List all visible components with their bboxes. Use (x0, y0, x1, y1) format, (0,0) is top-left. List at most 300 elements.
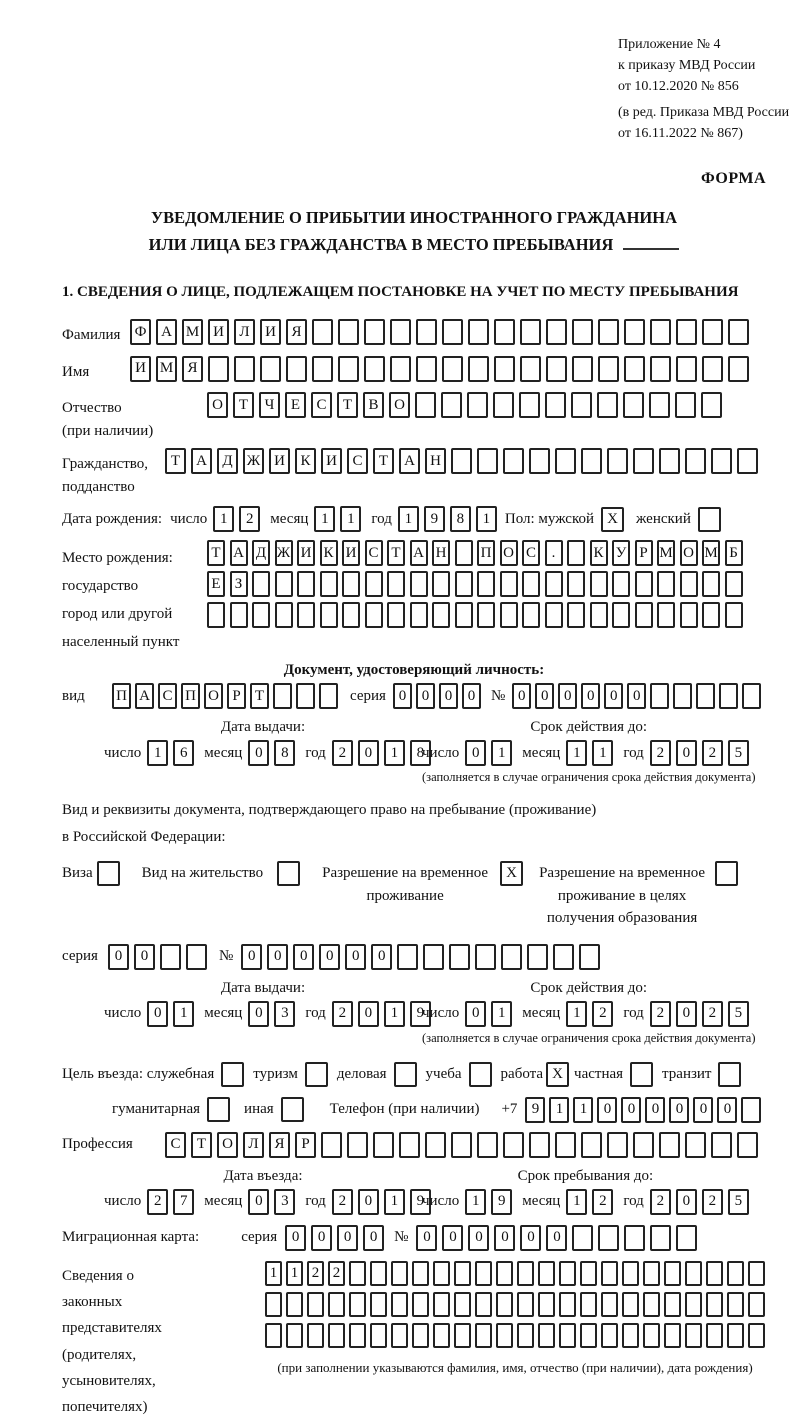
char-cell[interactable]: 0 (442, 1225, 463, 1251)
char-cell[interactable] (265, 1323, 282, 1348)
char-cell[interactable]: 1 (314, 506, 335, 532)
char-cell[interactable] (517, 1323, 534, 1348)
char-cell[interactable]: 0 (465, 740, 486, 766)
char-cell[interactable]: 2 (592, 1001, 613, 1027)
char-cell[interactable] (387, 602, 405, 628)
char-cell[interactable] (597, 392, 618, 418)
temp-residence-edu-checkbox[interactable] (715, 861, 738, 886)
char-cell[interactable] (522, 571, 540, 597)
char-cell[interactable] (612, 571, 630, 597)
char-cell[interactable] (581, 448, 602, 474)
char-cell[interactable]: Л (234, 319, 255, 345)
char-cell[interactable]: 0 (358, 1001, 379, 1027)
char-cell[interactable] (410, 571, 428, 597)
char-cell[interactable] (520, 356, 541, 382)
residence-permit-checkbox[interactable] (277, 861, 300, 886)
char-cell[interactable] (260, 356, 281, 382)
char-cell[interactable] (286, 1292, 303, 1317)
char-cell[interactable] (748, 1323, 765, 1348)
char-cell[interactable] (702, 571, 720, 597)
char-cell[interactable]: 0 (676, 1189, 697, 1215)
char-cell[interactable]: 0 (645, 1097, 665, 1123)
char-cell[interactable] (659, 1132, 680, 1158)
char-cell[interactable] (347, 1132, 368, 1158)
char-cell[interactable]: П (477, 540, 495, 566)
char-cell[interactable] (467, 392, 488, 418)
char-cell[interactable] (319, 683, 338, 709)
char-cell[interactable]: 0 (248, 740, 269, 766)
purpose-study-checkbox[interactable] (469, 1062, 492, 1087)
char-cell[interactable] (397, 944, 418, 970)
char-cell[interactable] (391, 1323, 408, 1348)
char-cell[interactable] (737, 1132, 758, 1158)
char-cell[interactable] (650, 356, 671, 382)
char-cell[interactable]: В (363, 392, 384, 418)
char-cell[interactable] (468, 319, 489, 345)
char-cell[interactable] (650, 683, 669, 709)
char-cell[interactable]: 2 (328, 1261, 345, 1286)
char-cell[interactable] (387, 571, 405, 597)
char-cell[interactable]: 9 (424, 506, 445, 532)
char-cell[interactable] (494, 319, 515, 345)
char-cell[interactable] (657, 571, 675, 597)
char-cell[interactable] (659, 448, 680, 474)
char-cell[interactable] (454, 1323, 471, 1348)
char-cell[interactable] (673, 683, 692, 709)
char-cell[interactable] (559, 1261, 576, 1286)
char-cell[interactable] (657, 602, 675, 628)
char-cell[interactable] (328, 1323, 345, 1348)
char-cell[interactable] (496, 1261, 513, 1286)
char-cell[interactable] (454, 1261, 471, 1286)
char-cell[interactable]: 0 (604, 683, 623, 709)
char-cell[interactable]: 3 (274, 1001, 295, 1027)
char-cell[interactable]: 0 (597, 1097, 617, 1123)
char-cell[interactable]: 2 (702, 740, 723, 766)
char-cell[interactable]: 1 (384, 1001, 405, 1027)
char-cell[interactable] (633, 1132, 654, 1158)
char-cell[interactable]: 8 (274, 740, 295, 766)
char-cell[interactable] (349, 1261, 366, 1286)
char-cell[interactable] (696, 683, 715, 709)
char-cell[interactable]: С (165, 1132, 186, 1158)
char-cell[interactable] (748, 1292, 765, 1317)
char-cell[interactable]: 0 (520, 1225, 541, 1251)
purpose-work-checkbox[interactable]: X (546, 1062, 569, 1087)
char-cell[interactable] (370, 1292, 387, 1317)
purpose-official-checkbox[interactable] (221, 1062, 244, 1087)
char-cell[interactable]: 2 (332, 1001, 353, 1027)
char-cell[interactable] (580, 1323, 597, 1348)
char-cell[interactable] (412, 1261, 429, 1286)
char-cell[interactable]: Р (227, 683, 246, 709)
char-cell[interactable]: 2 (239, 506, 260, 532)
char-cell[interactable] (685, 1261, 702, 1286)
char-cell[interactable] (517, 1261, 534, 1286)
char-cell[interactable] (432, 571, 450, 597)
char-cell[interactable] (538, 1292, 555, 1317)
char-cell[interactable]: 1 (566, 1001, 587, 1027)
char-cell[interactable]: 0 (546, 1225, 567, 1251)
char-cell[interactable] (390, 356, 411, 382)
temp-residence-checkbox[interactable]: X (500, 861, 523, 886)
char-cell[interactable]: 0 (358, 740, 379, 766)
char-cell[interactable] (664, 1292, 681, 1317)
char-cell[interactable] (391, 1292, 408, 1317)
char-cell[interactable]: Ж (243, 448, 264, 474)
char-cell[interactable] (423, 944, 444, 970)
char-cell[interactable] (500, 602, 518, 628)
char-cell[interactable] (728, 319, 749, 345)
char-cell[interactable]: 0 (311, 1225, 332, 1251)
char-cell[interactable] (442, 319, 463, 345)
char-cell[interactable] (364, 319, 385, 345)
char-cell[interactable]: 9 (491, 1189, 512, 1215)
char-cell[interactable] (475, 944, 496, 970)
char-cell[interactable]: 1 (286, 1261, 303, 1286)
char-cell[interactable]: О (389, 392, 410, 418)
char-cell[interactable] (685, 448, 706, 474)
char-cell[interactable] (365, 602, 383, 628)
char-cell[interactable] (320, 602, 338, 628)
char-cell[interactable] (580, 1261, 597, 1286)
char-cell[interactable] (643, 1261, 660, 1286)
char-cell[interactable] (503, 1132, 524, 1158)
char-cell[interactable]: 2 (650, 740, 671, 766)
char-cell[interactable]: О (680, 540, 698, 566)
char-cell[interactable] (711, 448, 732, 474)
char-cell[interactable] (601, 1261, 618, 1286)
char-cell[interactable]: У (612, 540, 630, 566)
char-cell[interactable]: Р (635, 540, 653, 566)
char-cell[interactable] (680, 602, 698, 628)
char-cell[interactable]: Д (217, 448, 238, 474)
char-cell[interactable]: 0 (108, 944, 129, 970)
char-cell[interactable] (643, 1323, 660, 1348)
char-cell[interactable]: 2 (147, 1189, 168, 1215)
char-cell[interactable] (559, 1323, 576, 1348)
char-cell[interactable]: 1 (147, 740, 168, 766)
char-cell[interactable] (477, 1132, 498, 1158)
char-cell[interactable]: Ф (130, 319, 151, 345)
char-cell[interactable] (399, 1132, 420, 1158)
char-cell[interactable] (307, 1323, 324, 1348)
char-cell[interactable] (442, 356, 463, 382)
char-cell[interactable] (622, 1323, 639, 1348)
char-cell[interactable] (598, 1225, 619, 1251)
char-cell[interactable] (275, 571, 293, 597)
char-cell[interactable] (519, 392, 540, 418)
char-cell[interactable]: 0 (345, 944, 366, 970)
char-cell[interactable] (598, 356, 619, 382)
char-cell[interactable]: Я (182, 356, 203, 382)
char-cell[interactable]: О (204, 683, 223, 709)
char-cell[interactable]: Т (250, 683, 269, 709)
char-cell[interactable]: С (158, 683, 177, 709)
char-cell[interactable]: Т (337, 392, 358, 418)
char-cell[interactable] (338, 356, 359, 382)
char-cell[interactable]: 2 (702, 1189, 723, 1215)
char-cell[interactable] (455, 602, 473, 628)
char-cell[interactable] (342, 571, 360, 597)
char-cell[interactable]: 0 (676, 740, 697, 766)
char-cell[interactable]: 2 (332, 740, 353, 766)
char-cell[interactable]: 0 (717, 1097, 737, 1123)
char-cell[interactable]: 1 (340, 506, 361, 532)
char-cell[interactable]: И (297, 540, 315, 566)
char-cell[interactable] (160, 944, 181, 970)
char-cell[interactable]: И (321, 448, 342, 474)
char-cell[interactable] (727, 1292, 744, 1317)
char-cell[interactable] (286, 1323, 303, 1348)
char-cell[interactable] (410, 602, 428, 628)
char-cell[interactable]: 0 (676, 1001, 697, 1027)
char-cell[interactable] (572, 319, 593, 345)
char-cell[interactable]: 0 (468, 1225, 489, 1251)
char-cell[interactable] (364, 356, 385, 382)
char-cell[interactable] (685, 1132, 706, 1158)
char-cell[interactable] (706, 1323, 723, 1348)
char-cell[interactable] (685, 1323, 702, 1348)
char-cell[interactable] (433, 1292, 450, 1317)
purpose-private-checkbox[interactable] (630, 1062, 653, 1087)
char-cell[interactable] (555, 448, 576, 474)
char-cell[interactable] (702, 602, 720, 628)
char-cell[interactable]: 2 (592, 1189, 613, 1215)
char-cell[interactable] (529, 448, 550, 474)
char-cell[interactable]: И (260, 319, 281, 345)
char-cell[interactable]: 1 (173, 1001, 194, 1027)
char-cell[interactable] (477, 602, 495, 628)
char-cell[interactable] (412, 1292, 429, 1317)
char-cell[interactable] (503, 448, 524, 474)
char-cell[interactable]: 9 (410, 1001, 431, 1027)
char-cell[interactable] (441, 392, 462, 418)
char-cell[interactable] (391, 1261, 408, 1286)
char-cell[interactable] (501, 944, 522, 970)
char-cell[interactable] (328, 1292, 345, 1317)
char-cell[interactable] (601, 1323, 618, 1348)
char-cell[interactable] (555, 1132, 576, 1158)
char-cell[interactable] (349, 1323, 366, 1348)
char-cell[interactable] (454, 1292, 471, 1317)
char-cell[interactable] (342, 602, 360, 628)
char-cell[interactable]: Т (165, 448, 186, 474)
char-cell[interactable] (494, 356, 515, 382)
char-cell[interactable]: Т (233, 392, 254, 418)
char-cell[interactable] (624, 319, 645, 345)
char-cell[interactable]: 1 (573, 1097, 593, 1123)
char-cell[interactable] (545, 571, 563, 597)
char-cell[interactable]: 0 (358, 1189, 379, 1215)
char-cell[interactable] (338, 319, 359, 345)
char-cell[interactable]: С (365, 540, 383, 566)
char-cell[interactable]: 2 (307, 1261, 324, 1286)
char-cell[interactable]: Н (425, 448, 446, 474)
char-cell[interactable] (297, 571, 315, 597)
char-cell[interactable] (433, 1323, 450, 1348)
char-cell[interactable]: П (181, 683, 200, 709)
char-cell[interactable] (650, 319, 671, 345)
char-cell[interactable] (664, 1261, 681, 1286)
char-cell[interactable] (623, 392, 644, 418)
char-cell[interactable]: 1 (566, 1189, 587, 1215)
char-cell[interactable]: 0 (371, 944, 392, 970)
char-cell[interactable] (559, 1292, 576, 1317)
char-cell[interactable] (676, 319, 697, 345)
char-cell[interactable] (273, 683, 292, 709)
char-cell[interactable]: Ж (275, 540, 293, 566)
char-cell[interactable] (643, 1292, 660, 1317)
char-cell[interactable]: 0 (581, 683, 600, 709)
char-cell[interactable] (572, 1225, 593, 1251)
char-cell[interactable] (370, 1323, 387, 1348)
char-cell[interactable] (475, 1292, 492, 1317)
char-cell[interactable] (727, 1261, 744, 1286)
char-cell[interactable]: А (399, 448, 420, 474)
char-cell[interactable] (680, 571, 698, 597)
char-cell[interactable] (579, 944, 600, 970)
char-cell[interactable]: 0 (285, 1225, 306, 1251)
char-cell[interactable] (496, 1292, 513, 1317)
char-cell[interactable]: И (130, 356, 151, 382)
char-cell[interactable] (320, 571, 338, 597)
char-cell[interactable] (553, 944, 574, 970)
char-cell[interactable] (649, 392, 670, 418)
char-cell[interactable]: 0 (621, 1097, 641, 1123)
char-cell[interactable]: З (230, 571, 248, 597)
char-cell[interactable]: 0 (416, 1225, 437, 1251)
char-cell[interactable]: 0 (465, 1001, 486, 1027)
char-cell[interactable] (496, 1323, 513, 1348)
char-cell[interactable] (624, 356, 645, 382)
char-cell[interactable] (312, 356, 333, 382)
char-cell[interactable]: И (342, 540, 360, 566)
visa-checkbox[interactable] (97, 861, 120, 886)
char-cell[interactable] (493, 392, 514, 418)
char-cell[interactable]: Я (286, 319, 307, 345)
char-cell[interactable] (741, 1097, 761, 1123)
char-cell[interactable] (612, 602, 630, 628)
char-cell[interactable]: 5 (728, 1001, 749, 1027)
purpose-humanitarian-checkbox[interactable] (207, 1097, 230, 1122)
char-cell[interactable] (622, 1292, 639, 1317)
char-cell[interactable] (296, 683, 315, 709)
char-cell[interactable] (517, 1292, 534, 1317)
char-cell[interactable]: И (269, 448, 290, 474)
char-cell[interactable] (522, 602, 540, 628)
char-cell[interactable] (416, 356, 437, 382)
sex-female-checkbox[interactable] (698, 507, 721, 532)
char-cell[interactable] (702, 356, 723, 382)
char-cell[interactable]: 0 (147, 1001, 168, 1027)
purpose-transit-checkbox[interactable] (718, 1062, 741, 1087)
char-cell[interactable]: К (590, 540, 608, 566)
sex-male-checkbox[interactable]: X (601, 507, 624, 532)
char-cell[interactable]: 0 (337, 1225, 358, 1251)
char-cell[interactable]: 0 (462, 683, 481, 709)
char-cell[interactable]: М (156, 356, 177, 382)
char-cell[interactable]: К (295, 448, 316, 474)
char-cell[interactable]: Т (191, 1132, 212, 1158)
char-cell[interactable] (598, 319, 619, 345)
char-cell[interactable]: 1 (476, 506, 497, 532)
char-cell[interactable]: С (347, 448, 368, 474)
char-cell[interactable] (186, 944, 207, 970)
char-cell[interactable] (275, 602, 293, 628)
char-cell[interactable] (748, 1261, 765, 1286)
char-cell[interactable]: Е (285, 392, 306, 418)
char-cell[interactable]: А (230, 540, 248, 566)
char-cell[interactable] (412, 1323, 429, 1348)
char-cell[interactable]: 3 (274, 1189, 295, 1215)
char-cell[interactable] (571, 392, 592, 418)
char-cell[interactable]: 2 (650, 1001, 671, 1027)
char-cell[interactable] (529, 1132, 550, 1158)
char-cell[interactable] (370, 1261, 387, 1286)
char-cell[interactable]: 8 (450, 506, 471, 532)
char-cell[interactable] (728, 356, 749, 382)
char-cell[interactable]: А (135, 683, 154, 709)
char-cell[interactable] (567, 602, 585, 628)
char-cell[interactable] (711, 1132, 732, 1158)
char-cell[interactable]: О (500, 540, 518, 566)
char-cell[interactable] (580, 1292, 597, 1317)
char-cell[interactable] (607, 1132, 628, 1158)
char-cell[interactable]: Е (207, 571, 225, 597)
char-cell[interactable]: 0 (627, 683, 646, 709)
char-cell[interactable] (373, 1132, 394, 1158)
char-cell[interactable] (676, 356, 697, 382)
char-cell[interactable]: 9 (525, 1097, 545, 1123)
char-cell[interactable]: Я (269, 1132, 290, 1158)
char-cell[interactable] (538, 1323, 555, 1348)
char-cell[interactable] (702, 319, 723, 345)
char-cell[interactable] (567, 540, 585, 566)
char-cell[interactable] (650, 1225, 671, 1251)
char-cell[interactable] (433, 1261, 450, 1286)
char-cell[interactable] (468, 356, 489, 382)
char-cell[interactable] (286, 356, 307, 382)
title-blank-line[interactable] (623, 234, 679, 250)
char-cell[interactable]: С (311, 392, 332, 418)
char-cell[interactable] (706, 1292, 723, 1317)
char-cell[interactable]: 1 (265, 1261, 282, 1286)
char-cell[interactable] (321, 1132, 342, 1158)
char-cell[interactable]: М (657, 540, 675, 566)
char-cell[interactable] (455, 540, 473, 566)
char-cell[interactable]: 5 (728, 1189, 749, 1215)
char-cell[interactable] (234, 356, 255, 382)
char-cell[interactable] (475, 1261, 492, 1286)
char-cell[interactable]: 0 (416, 683, 435, 709)
char-cell[interactable]: А (191, 448, 212, 474)
char-cell[interactable]: 0 (535, 683, 554, 709)
char-cell[interactable]: 9 (410, 1189, 431, 1215)
char-cell[interactable]: 1 (384, 1189, 405, 1215)
char-cell[interactable] (500, 571, 518, 597)
char-cell[interactable]: 1 (398, 506, 419, 532)
char-cell[interactable]: 0 (319, 944, 340, 970)
char-cell[interactable] (545, 602, 563, 628)
char-cell[interactable]: Р (295, 1132, 316, 1158)
char-cell[interactable] (676, 1225, 697, 1251)
char-cell[interactable]: О (217, 1132, 238, 1158)
char-cell[interactable]: Т (207, 540, 225, 566)
char-cell[interactable] (415, 392, 436, 418)
char-cell[interactable] (701, 392, 722, 418)
char-cell[interactable]: 1 (384, 740, 405, 766)
